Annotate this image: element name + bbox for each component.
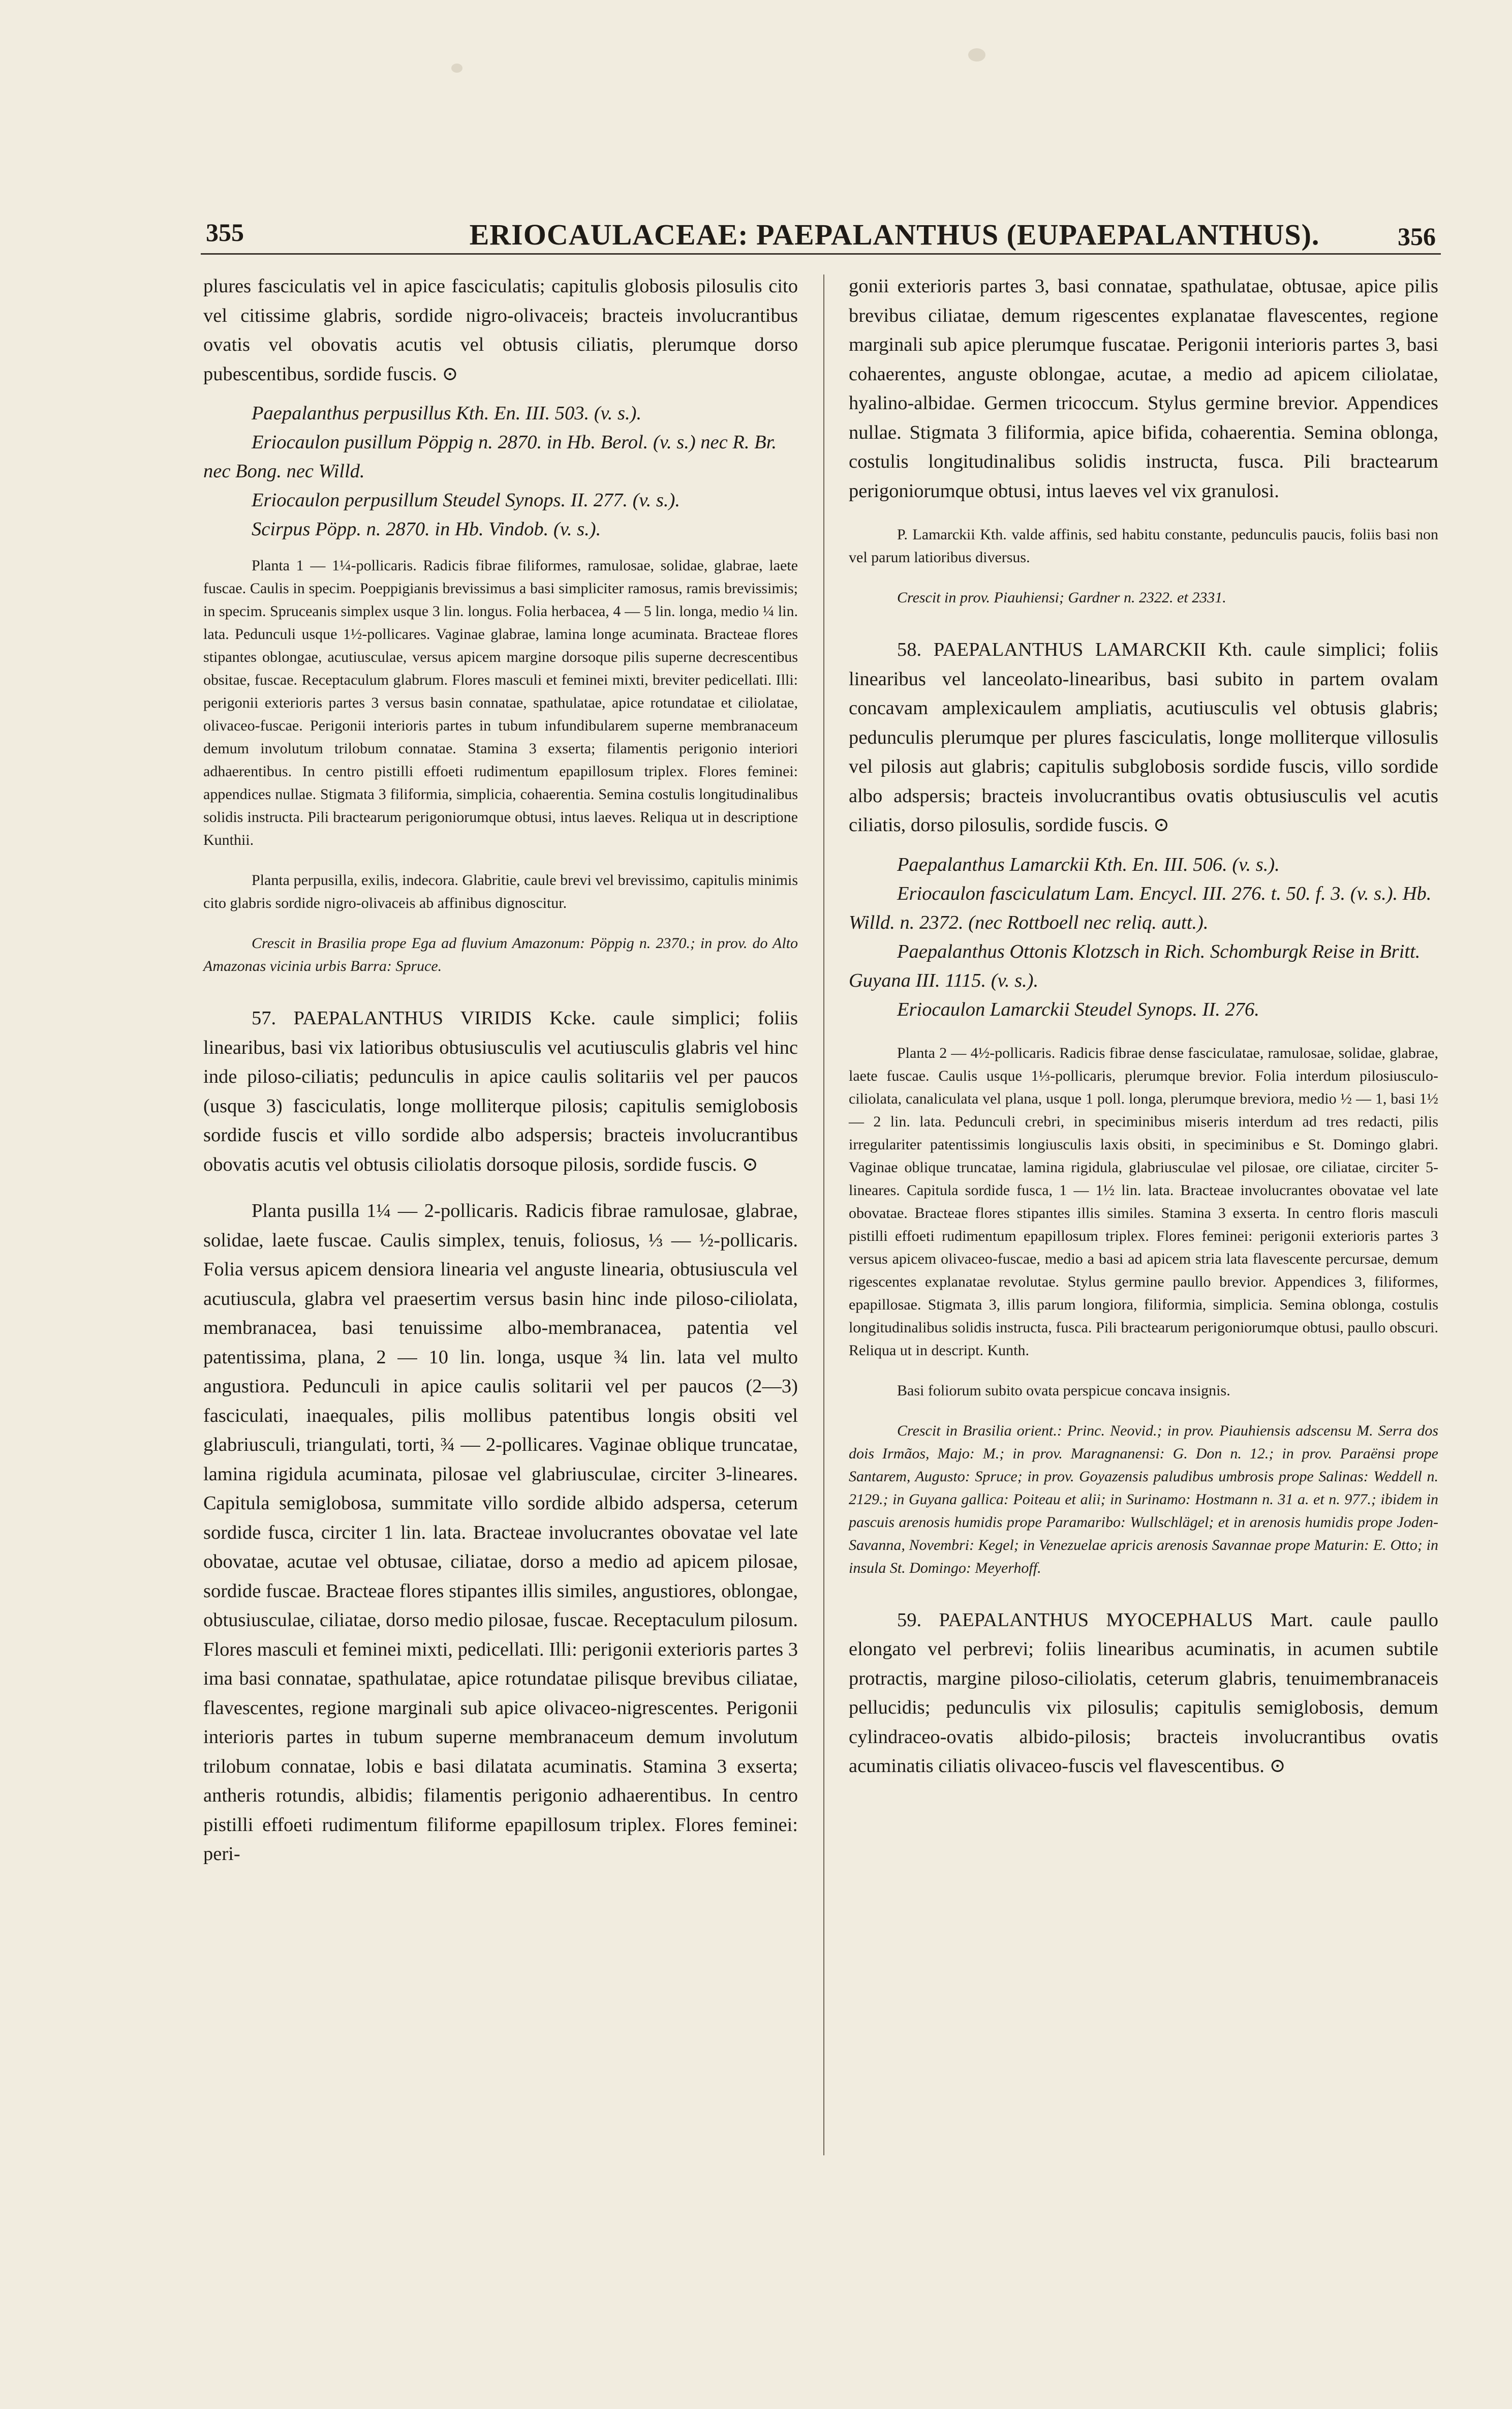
species-57-note: P. Lamarckii Kth. valde affinis, sed habitu constante, pedunculis paucis, foliis basi non vel parum latioribus diversus. [849, 526, 1438, 566]
page-number-right: 356 [1398, 222, 1436, 251]
synonym: Eriocaulon fasciculatum Lam. Encycl. III. 276. t. 50. f. 3. (v. s.). Hb. Willd. n. 2372. (nec Rottboell nec reliq. autt.). [849, 882, 1432, 933]
paper-stain [968, 48, 985, 62]
species-56-description: Planta 1 — 1¼-pollicaris. Radicis fibrae filiformes, ramulosae, solidae, glabrae, laete fuscae. Caulis in specim. Poeppigianis brevissimus a basi simpliciter ramosus, ramis brevissimis; in specim. Spruceanis simplex usque 3 lin. longus. Folia herbacea, 4 — 5 lin. longa, medio ¼ lin. lata. Pedunculi usque 1½-pollicares. Vaginae glabrae, lamina longe acuminata. Bracteae flores stipantes oblongae, acutiusculae, versus apicem margine dorsoque pilis superne decrescentibus obsitae, fuscae. Receptaculum glabrum. Flores masculi et feminei mixti, breviter pedicellati. Illi: perigonii exterioris partes 3 versus basin connatae, spathulatae, apice rotundatae et ciliolatae, olivaceo-fuscae. Perigonii interioris partes in tubum infundibularem superne membranaceum demum involutum trilobum connatae. Stamina 3 exserta; filamentis perigonio interiori adhaerentibus. In centro pistilli effoeti rudimentum epapillosum triplex. Flores feminei: appendices nullae. Stigmata 3 filiformia, simplicia, cohaerentia. Semina costulis longitudinalibus solidis instructa. Pili bractearum perigoniorumque obtusi, intus laeves. Reliqua ut in descriptione Kunthii. [203, 557, 798, 848]
species-56-note: Planta perpusilla, exilis, indecora. Glabritie, caule brevi vel brevissimo, capitulis minimis cito glabris sordide nigro-olivaceis ab affinibus dignoscitur. [203, 872, 798, 911]
right-column [849, 272, 1438, 1781]
synonym: Eriocaulon Lamarckii Steudel Synops. II. 276. [897, 998, 1259, 1020]
species-57-description: Planta pusilla 1¼ — 2-pollicaris. Radicis fibrae ramulosae, glabrae, solidae, laete fuscae. Caulis simplex, tenuis, foliosus, ⅓ — ½-pollicaris. Folia versus apicem densiora linearia vel anguste linearia, obtusiuscula vel acutiuscula, glabra vel praesertim versus basin hinc inde piloso-ciliolata, membranacea, basi tenuissime albo-membranacea, patentia vel patentissima, plana, 2 — 10 lin. longa, usque ¾ lin. lata vel multo angustiora. Pedunculi in apice caulis solitarii vel per paucos (2—3) fasciculati, inaequales, pilis mollibus patentibus longis obsiti vel glabriusculi, triangulati, torti, ¾ — 2-pollicares. Vaginae oblique truncatae, lamina rigidula acuminata, pilosae vel glabriusculae, circiter 3-lineares. Capitula semiglobosa, summitate villo sordide albido adspersa, ceterum sordide fusca, circiter 1 lin. lata. Bracteae involucrantes obovatae vel late obovatae, acutae vel obtusae, ciliatae, dorso a medio ad apicem pilosae, sordide fuscae. Bracteae flores stipantes illis similes, angustiores, oblongae, obtusiusculae, ciliatae, dorso medio pilosae, fuscae. Receptaculum pilosum. Flores masculi et feminei mixti, pedicellati. Illi: perigonii exterioris partes 3 ima basi connatae, spathulatae, apice rotundatae pilisque brevibus ciliatae, flavescentes, regione marginali sub apice olivaceo-nigrescentes. Perigonii interioris partes in tubum superne membranaceum demum involutum trilobum connatae, lobis e basi dilatata acuminatis. Stamina 3 exserta; antheris rotundis, albidis; filamentis perigonio adhaerentibus. In centro pistilli effoeti rudimentum filiforme epapillosum triplex. Flores feminei: peri- [203, 1200, 798, 1865]
species-58-locality: Crescit in Brasilia orient.: Princ. Neovid.; in prov. Piauhiensis adscensu M. Serra dos dois Irmãos, Majo: M.; in prov. Maragnanensi: G. Don n. 12.; in prov. Paraënsi prope Santarem, Augusto: Spruce; in prov. Goyazensis paludibus umbrosis prope Salinas: Weddell n. 2129.; in Guyana gallica: Poiteau et alii; in Surinamo: Hostmann n. 31 a. et n. 977.; ibidem in pascuis arenosis humidis prope Paramaribo: Wullschlägel; et in arenosis humidis prope Joden-Savanna, Novembri: Kegel; in Venezuelae apricis arenosis Savannae prope Maturin: E. Otto; in insula St. Domingo: Meyerhoff. [849, 1422, 1438, 1576]
synonym: Scirpus Pöpp. n. 2870. in Hb. Vindob. (v. s.). [252, 519, 601, 540]
species-57-description-cont: gonii exterioris partes 3, basi connatae, spathulatae, obtusae, apice pilis brevibus ciliatae, demum rigescentes explanatae flavescentes, regione marginali sub apice plerumque fuscatae. Perigonii interioris partes 3, basi cohaerentes, anguste oblongae, acutae, a medio ad apicem ciliolatae, hyalino-albidae. Germen tricoccum. Stylus germine brevior. Appendices nullae. Stigmata 3 filiformia, apice bifida, cohaerentia. Semina oblonga, costulis longitudinalibus solidis instructa, fusca. Pili bractearum perigoniorumque obtusi, intus laeves vel vix granulosi. [849, 276, 1438, 502]
page-number-left: 355 [206, 218, 244, 247]
species-58-synonyms [849, 850, 1438, 1024]
paper-stain [451, 64, 462, 73]
synonym: Eriocaulon perpusillum Steudel Synops. II. 277. (v. s.). [252, 490, 680, 511]
synonym: Paepalanthus perpusillus Kth. En. III. 503. (v. s.). [252, 403, 642, 424]
synonym: Paepalanthus Ottonis Klotzsch in Rich. Schomburgk Reise in Britt. Guyana III. 1115. (v. s.). [849, 940, 1421, 991]
species-58-description: Planta 2 — 4½-pollicaris. Radicis fibrae dense fasciculatae, ramulosae, solidae, glabrae, laete fuscae. Caulis usque 1⅓-pollicaris, plerumque brevior. Folia interdum pilosiusculo-ciliolata, canaliculata vel plana, usque 1 poll. longa, plerumque breviora, medio ½ — 1, basi 1½ — 2 lin. lata. Pedunculi crebri, in speciminibus miseris interdum ad tres redacti, pilis irregulariter patentissimis longiusculis laxis obsiti, in speciminibus e St. Domingo glabri. Vaginae oblique truncatae, lamina rigidula, glabriusculae vel pilosae, ore ciliatae, circiter 5-lineares. Capitula sordide fusca, 1 — 1½ lin. lata. Bracteae involucrantes obovatae vel late obovatae. Bracteae flores stipantes illis similes. Stamina 3 exserta. In centro floris masculi pistilli effoeti rudimentum epapillosum triplex. Flores feminei: perigonii exterioris partes 3 versus apicem olivaceo-fuscae, medio a basi ad apicem stria lata flavescente percursae, demum rigescentes explanatae revolutae. Stylus germine paullo brevior. Appendices 3, filiformes, epapillosae. Stigmata 3, illis parum longiora, filiformia, simplicia. Semina oblonga, costulis longitudinalibus solidis instructa, fusca. Pili bractearum perigoniorumque obtusi, paullo obscuri. Reliqua ut in descript. Kunth. [849, 1044, 1438, 1359]
header-rule [201, 253, 1441, 255]
running-title: ERIOCAULACEAE: PAEPALANTHUS (EUPAEPALANTHUS). [469, 218, 1320, 251]
species-56-locality: Crescit in Brasilia prope Ega ad fluvium Amazonum: Pöppig n. 2370.; in prov. do Alto Amazonas vicinia urbis Barra: Spruce. [203, 935, 798, 974]
left-column [203, 272, 798, 1869]
species-58-diagnosis: 58. PAEPALANTHUS LAMARCKII Kth. caule simplici; foliis linearibus vel lanceolato-linearibus, basi subito in partem ovalam concavam amplexicaulem ampliatis, acutiusculis vel obtusis glabris; pedunculis plerumque per plures fasciculatis, longe molliterque villosulis vel pilosis aut glabris; capitulis subglobosis sordide fuscis, villo sordide albo adspersis; bracteis involucrantibus ovatis obtusiusculis vel acutis ciliatis, dorso pilosulis, sordide fuscis. ⊙ [849, 639, 1438, 836]
species-58-note: Basi foliorum subito ovata perspicue concava insignis. [897, 1382, 1230, 1399]
species-59-diagnosis: 59. PAEPALANTHUS MYOCEPHALUS Mart. caule paullo elongato vel perbrevi; foliis linearibus acuminatis, in acumen subtile protractis, margine piloso-ciliolatis, ceterum glabris, tenuimembranaceis pellucidis; pedunculis vix pilosulis; capitulis semiglobosis, demum cylindraceo-ovatis albido-pilosis; bracteis involucrantibus ovatis acuminatis ciliatis olivaceo-fuscis vel flavescentibus. ⊙ [849, 1609, 1438, 1777]
species-57-diagnosis: 57. PAEPALANTHUS VIRIDIS Kcke. caule simplici; foliis linearibus, basi vix latioribus obtusiusculis vel acutiusculis glabris vel hinc inde piloso-ciliatis; pedunculis in apice caulis solitariis vel per paucos (usque 3) fasciculatis, longe molliterque pilosis; capitulis semiglobosis sordide fuscis et villo sordide albo adspersis; bracteis involucrantibus obovatis acutis vel obtusis ciliolatis dorsoque pilosis, sordide fuscis. ⊙ [203, 1008, 798, 1175]
species-56-diagnosis-end: plures fasciculatis vel in apice fasciculatis; capitulis globosis pilosulis cito vel citissime glabris, sordide nigro-olivaceis; bracteis involucrantibus ovatis vel obovatis acutis vel obtusis ciliatis, plerumque dorso pubescentibus, sordide fuscis. ⊙ [203, 276, 798, 385]
species-57-locality: Crescit in prov. Piauhiensi; Gardner n. 2322. et 2331. [897, 589, 1226, 606]
page-header [206, 218, 1436, 258]
synonym: Eriocaulon pusillum Pöppig n. 2870. in Hb. Berol. (v. s.) nec R. Br. nec Bong. nec Willd. [203, 432, 777, 482]
synonym: Paepalanthus Lamarckii Kth. En. III. 506. (v. s.). [897, 853, 1280, 875]
species-56-synonyms [203, 399, 798, 544]
column-divider [823, 275, 824, 2155]
